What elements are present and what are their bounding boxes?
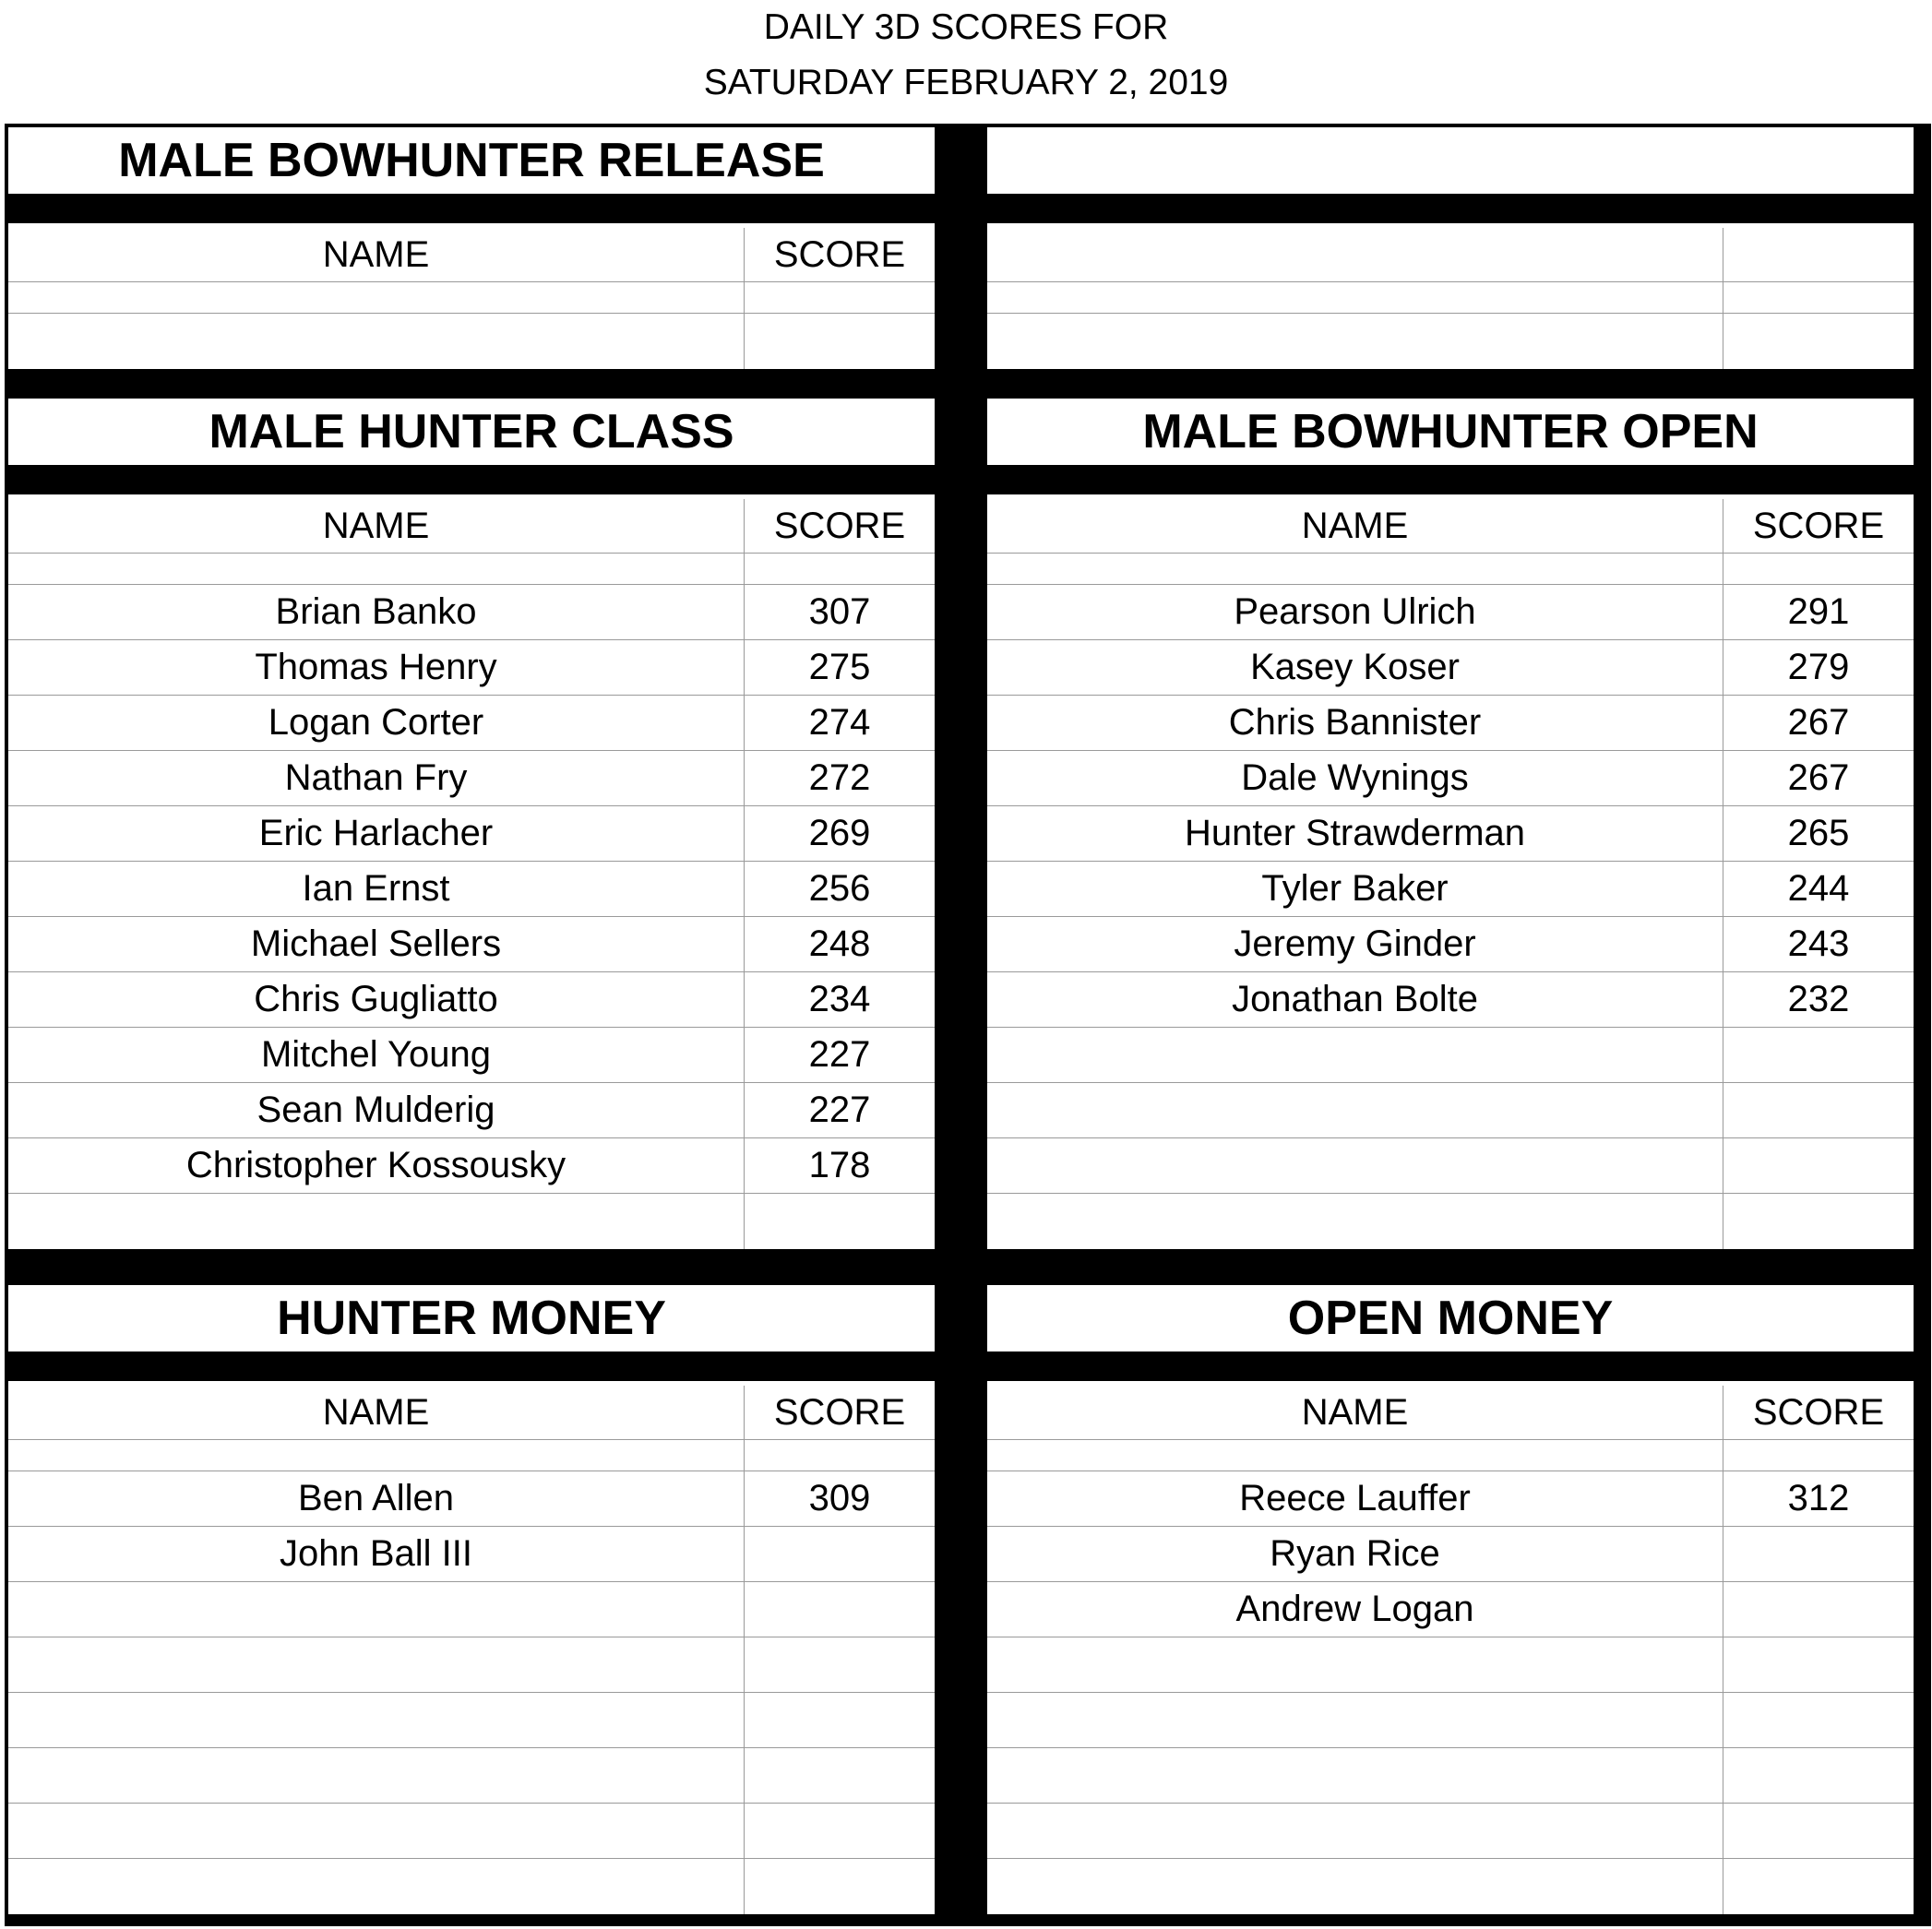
competitor-name: Chris Bannister bbox=[987, 696, 1723, 750]
competitor-name: Pearson Ulrich bbox=[987, 585, 1723, 639]
competitor-name: Dale Wynings bbox=[987, 751, 1723, 805]
score-cell-empty bbox=[1723, 314, 1914, 369]
name-cell-empty bbox=[987, 1083, 1723, 1137]
competitor-score: 309 bbox=[808, 1478, 871, 1518]
section-panel bbox=[987, 1285, 1914, 1914]
section-title: MALE HUNTER CLASS bbox=[209, 405, 734, 458]
table-row bbox=[8, 282, 935, 314]
section-divider bbox=[987, 194, 1914, 223]
competitor-score: 291 bbox=[1787, 591, 1850, 632]
table-row bbox=[987, 1582, 1914, 1637]
table-row bbox=[8, 972, 935, 1028]
score-column-header: SCORE bbox=[1752, 1391, 1885, 1433]
table-row bbox=[987, 1527, 1914, 1582]
table-row bbox=[8, 1028, 935, 1083]
name-column-header: NAME bbox=[987, 1386, 1723, 1439]
table-row bbox=[987, 1748, 1914, 1804]
competitor-name: Mitchel Young bbox=[8, 1028, 745, 1082]
score-cell-empty bbox=[745, 314, 935, 369]
table-row bbox=[987, 972, 1914, 1028]
competitor-name: Jonathan Bolte bbox=[987, 972, 1723, 1027]
competitor-score bbox=[745, 1527, 935, 1581]
competitor-name: John Ball III bbox=[8, 1527, 745, 1581]
name-cell-empty bbox=[987, 1194, 1723, 1249]
table-row bbox=[8, 1637, 935, 1693]
scores-table bbox=[987, 228, 1914, 369]
table-header-row bbox=[8, 499, 935, 554]
competitor-score: 244 bbox=[1787, 868, 1850, 909]
sheet-title-line-1: DAILY 3D SCORES FOR bbox=[763, 7, 1169, 47]
name-cell-empty bbox=[8, 314, 745, 369]
score-cell-empty bbox=[1723, 1083, 1914, 1137]
name-cell-empty bbox=[987, 282, 1723, 313]
table-row bbox=[8, 1582, 935, 1637]
competitor-name: Reece Lauffer bbox=[987, 1471, 1723, 1526]
section-divider bbox=[8, 194, 935, 223]
table-row bbox=[8, 917, 935, 972]
section-title: OPEN MONEY bbox=[1287, 1292, 1614, 1345]
name-cell-empty bbox=[8, 1582, 745, 1637]
competitor-name: Sean Mulderig bbox=[8, 1083, 745, 1137]
score-cell-empty bbox=[745, 1748, 935, 1803]
score-column-header: SCORE bbox=[773, 233, 906, 275]
competitor-name: Andrew Logan bbox=[987, 1582, 1723, 1637]
table-row bbox=[8, 806, 935, 862]
table-row bbox=[8, 1083, 935, 1138]
name-column-header: NAME bbox=[8, 1386, 745, 1439]
table-row bbox=[987, 806, 1914, 862]
name-cell-empty bbox=[8, 1440, 745, 1471]
score-column-header: SCORE bbox=[773, 1391, 906, 1433]
table-row bbox=[8, 696, 935, 751]
competitor-name: Hunter Strawderman bbox=[987, 806, 1723, 861]
competitor-name: Logan Corter bbox=[8, 696, 745, 750]
table-header-row bbox=[987, 499, 1914, 554]
name-cell-empty bbox=[8, 1194, 745, 1249]
competitor-name: Nathan Fry bbox=[8, 751, 745, 805]
score-column-header: SCORE bbox=[1752, 505, 1885, 546]
competitor-name: Ben Allen bbox=[8, 1471, 745, 1526]
competitor-score: 234 bbox=[808, 979, 871, 1019]
name-cell-empty bbox=[987, 554, 1723, 584]
table-row bbox=[987, 1637, 1914, 1693]
score-cell-empty bbox=[745, 1440, 935, 1471]
section-divider bbox=[987, 465, 1914, 494]
section-divider bbox=[8, 465, 935, 494]
scores-table bbox=[8, 1386, 935, 1914]
scores-table bbox=[8, 228, 935, 369]
table-row bbox=[987, 314, 1914, 369]
table-header-row bbox=[8, 228, 935, 282]
table-row bbox=[8, 554, 935, 585]
name-cell-empty bbox=[987, 1859, 1723, 1914]
name-cell-empty bbox=[8, 1859, 745, 1914]
table-header-row bbox=[987, 1386, 1914, 1440]
section-panel bbox=[987, 127, 1914, 369]
score-column-header: SCORE bbox=[773, 505, 906, 546]
table-row bbox=[987, 1138, 1914, 1194]
table-row bbox=[987, 1194, 1914, 1249]
score-cell-empty bbox=[1723, 1748, 1914, 1803]
score-cell-empty bbox=[745, 1194, 935, 1249]
section-title bbox=[987, 127, 1914, 194]
score-cell-empty bbox=[1723, 1194, 1914, 1249]
table-row bbox=[8, 585, 935, 640]
score-cell-empty bbox=[745, 554, 935, 584]
competitor-name: Eric Harlacher bbox=[8, 806, 745, 861]
score-cell-empty bbox=[1723, 1859, 1914, 1914]
table-header-row bbox=[8, 1386, 935, 1440]
competitor-score: 243 bbox=[1787, 923, 1850, 964]
name-cell-empty bbox=[987, 1748, 1723, 1803]
table-row bbox=[8, 1748, 935, 1804]
table-row bbox=[8, 862, 935, 917]
table-row bbox=[987, 282, 1914, 314]
competitor-score: 227 bbox=[808, 1090, 871, 1130]
competitor-score bbox=[1723, 1582, 1914, 1637]
table-row bbox=[8, 314, 935, 369]
competitor-score: 272 bbox=[808, 757, 871, 798]
table-row bbox=[987, 696, 1914, 751]
competitor-name: Ian Ernst bbox=[8, 862, 745, 916]
name-column-header: NAME bbox=[987, 499, 1723, 553]
scores-sheet bbox=[5, 124, 1931, 1926]
name-cell-empty bbox=[8, 1804, 745, 1858]
competitor-score: 248 bbox=[808, 923, 871, 964]
table-row bbox=[8, 751, 935, 806]
competitor-score: 279 bbox=[1787, 647, 1850, 687]
score-cell-empty bbox=[1723, 1028, 1914, 1082]
table-row bbox=[8, 1527, 935, 1582]
right-column bbox=[984, 124, 1917, 1926]
section-panel bbox=[8, 399, 935, 1249]
name-cell-empty bbox=[987, 1028, 1723, 1082]
table-row bbox=[987, 1859, 1914, 1914]
competitor-score: 265 bbox=[1787, 813, 1850, 853]
table-row bbox=[8, 1804, 935, 1859]
scores-table bbox=[987, 499, 1914, 1249]
table-row bbox=[987, 1083, 1914, 1138]
table-header-row bbox=[987, 228, 1914, 282]
table-row bbox=[987, 554, 1914, 585]
name-cell-empty bbox=[8, 1693, 745, 1747]
table-row bbox=[8, 1859, 935, 1914]
score-cell-empty bbox=[1723, 1637, 1914, 1692]
section-title: MALE BOWHUNTER RELEASE bbox=[118, 134, 825, 187]
name-cell-empty bbox=[987, 314, 1723, 369]
name-cell-empty bbox=[987, 1804, 1723, 1858]
competitor-name: Thomas Henry bbox=[8, 640, 745, 695]
section-divider bbox=[987, 1351, 1914, 1381]
name-cell-empty bbox=[8, 554, 745, 584]
table-row bbox=[987, 917, 1914, 972]
table-row bbox=[987, 1693, 1914, 1748]
table-row bbox=[8, 1194, 935, 1249]
table-row bbox=[8, 1693, 935, 1748]
table-row bbox=[987, 1028, 1914, 1083]
scores-table bbox=[8, 499, 935, 1249]
competitor-name: Kasey Koser bbox=[987, 640, 1723, 695]
score-cell-empty bbox=[1723, 1804, 1914, 1858]
name-cell-empty bbox=[987, 1440, 1723, 1471]
competitor-score: 178 bbox=[808, 1145, 871, 1185]
table-row bbox=[987, 1471, 1914, 1527]
competitor-score: 227 bbox=[808, 1034, 871, 1075]
score-cell-empty bbox=[1723, 554, 1914, 584]
name-column-header: NAME bbox=[8, 499, 745, 553]
competitor-name: Jeremy Ginder bbox=[987, 917, 1723, 971]
section-panel bbox=[987, 399, 1914, 1249]
table-row bbox=[987, 862, 1914, 917]
competitor-score: 232 bbox=[1787, 979, 1850, 1019]
score-cell-empty bbox=[1723, 228, 1914, 281]
left-column bbox=[5, 124, 938, 1926]
table-row bbox=[987, 1440, 1914, 1471]
table-row bbox=[8, 1471, 935, 1527]
name-cell-empty bbox=[8, 1637, 745, 1692]
section-title: MALE BOWHUNTER OPEN bbox=[1142, 405, 1759, 458]
table-row bbox=[8, 1138, 935, 1194]
score-cell-empty bbox=[1723, 1138, 1914, 1193]
competitor-score: 312 bbox=[1787, 1478, 1850, 1518]
section-panel bbox=[8, 1285, 935, 1914]
score-cell-empty bbox=[745, 1804, 935, 1858]
competitor-score: 267 bbox=[1787, 757, 1850, 798]
scores-table bbox=[987, 1386, 1914, 1914]
competitor-score: 267 bbox=[1787, 702, 1850, 743]
name-cell-empty bbox=[987, 1637, 1723, 1692]
competitor-score: 274 bbox=[808, 702, 871, 743]
score-cell-empty bbox=[745, 1859, 935, 1914]
score-cell-empty bbox=[745, 1637, 935, 1692]
score-cell-empty bbox=[1723, 282, 1914, 313]
competitor-name: Ryan Rice bbox=[987, 1527, 1723, 1581]
competitor-score: 307 bbox=[808, 591, 871, 632]
name-cell-empty bbox=[8, 282, 745, 313]
name-cell-empty bbox=[8, 1748, 745, 1803]
competitor-name: Chris Gugliatto bbox=[8, 972, 745, 1027]
competitor-score: 275 bbox=[808, 647, 871, 687]
table-row bbox=[987, 585, 1914, 640]
competitor-name: Tyler Baker bbox=[987, 862, 1723, 916]
competitor-name: Christopher Kossousky bbox=[8, 1138, 745, 1193]
competitor-score: 269 bbox=[808, 813, 871, 853]
section-panel bbox=[8, 127, 935, 369]
competitor-name: Brian Banko bbox=[8, 585, 745, 639]
table-row bbox=[987, 751, 1914, 806]
name-column-header: NAME bbox=[8, 228, 745, 281]
section-title: HUNTER MONEY bbox=[277, 1292, 666, 1345]
table-row bbox=[8, 1440, 935, 1471]
table-row bbox=[8, 640, 935, 696]
competitor-score: 256 bbox=[808, 868, 871, 909]
table-row bbox=[987, 640, 1914, 696]
section-divider bbox=[8, 1351, 935, 1381]
name-cell-empty bbox=[987, 1138, 1723, 1193]
name-cell-empty bbox=[987, 1693, 1723, 1747]
table-row bbox=[987, 1804, 1914, 1859]
score-cell-empty bbox=[745, 1693, 935, 1747]
sheet-title-line-2: SATURDAY FEBRUARY 2, 2019 bbox=[703, 63, 1229, 102]
competitor-name: Michael Sellers bbox=[8, 917, 745, 971]
name-cell-empty bbox=[987, 228, 1723, 281]
score-cell-empty bbox=[1723, 1440, 1914, 1471]
score-cell-empty bbox=[745, 1582, 935, 1637]
score-cell-empty bbox=[745, 282, 935, 313]
competitor-score bbox=[1723, 1527, 1914, 1581]
score-cell-empty bbox=[1723, 1693, 1914, 1747]
